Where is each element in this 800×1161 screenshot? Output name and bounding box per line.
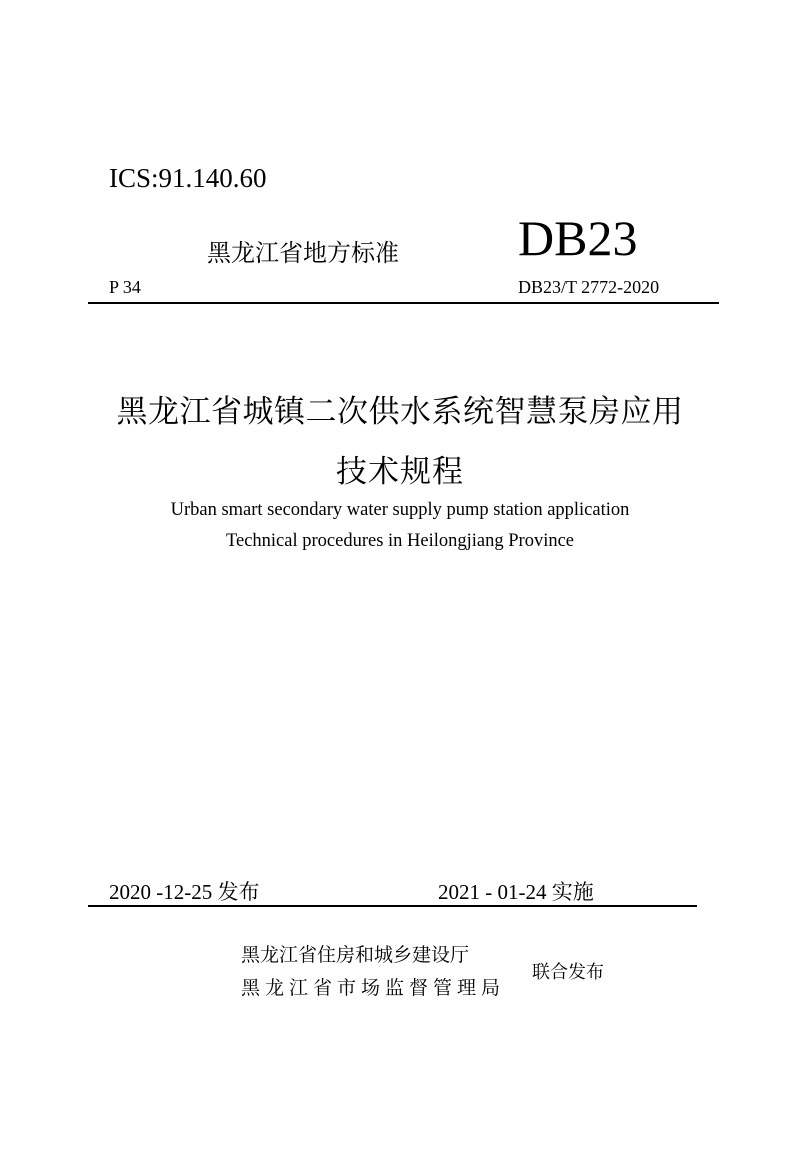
title-chinese-line2: 技术规程 [336,454,464,490]
dates-divider [88,905,697,907]
standard-code: DB23 [518,210,638,266]
header-divider [88,302,719,304]
title-chinese-line1: 黑龙江省城镇二次供水系统智慧泵房应用 [116,394,684,430]
standard-number: DB23/T 2772-2020 [518,277,660,297]
standard-type: 黑龙江省地方标准 [207,239,399,267]
implementation-date: 2021 - 01-24 实施 [438,880,594,904]
joint-publish-label: 联合发布 [532,962,604,983]
issue-date: 2020 -12-25 发布 [109,880,260,904]
ics-code: ICS:91.140.60 [109,163,267,193]
publisher-org-1: 黑龙江省住房和城乡建设厅 [241,944,470,966]
classification-code: P 34 [109,277,141,297]
title-english-line2: Technical procedures in Heilongjiang Province [225,531,575,551]
title-english-line1: Urban smart secondary water supply pump station application [170,500,630,520]
publisher-org-2: 黑龙江省市场监督管理局 [241,977,506,999]
